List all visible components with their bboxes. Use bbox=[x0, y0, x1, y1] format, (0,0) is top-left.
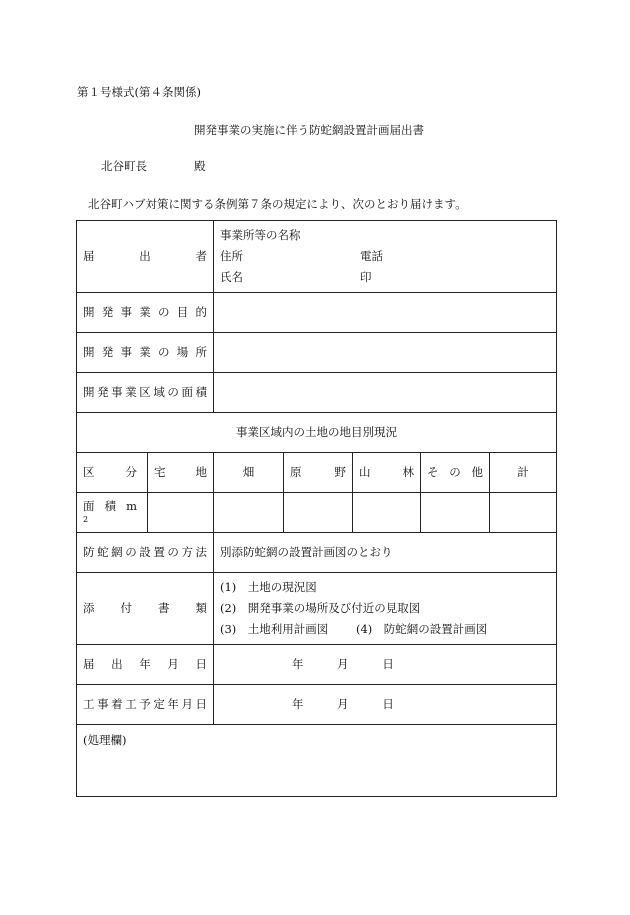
notifier-info-cell[interactable] bbox=[214, 221, 557, 293]
land-header-wilderness: 原 野 bbox=[284, 453, 353, 493]
land-header-residential: 宅 地 bbox=[148, 453, 214, 493]
start-month-label: 月 bbox=[337, 696, 349, 711]
seal-mark: 印 bbox=[360, 269, 372, 284]
area-label: 開 発 事 業 区 域 の 面 積 bbox=[83, 384, 207, 399]
land-header-field: 畑 bbox=[214, 453, 284, 493]
method-row bbox=[77, 533, 557, 573]
land-header-other: そ の 他 bbox=[421, 453, 490, 493]
start-date-label: 工 事 着 工 予 定 年 月 日 bbox=[83, 696, 207, 711]
business-name-label: 事業所等の名称 bbox=[220, 227, 301, 242]
start-date-row bbox=[77, 685, 557, 725]
land-header-category: 区 分 bbox=[77, 453, 148, 493]
addressee-name: 北谷町長 bbox=[101, 159, 147, 173]
notifier-row bbox=[77, 221, 557, 293]
land-area-label-cell bbox=[77, 493, 148, 533]
location-label-cell bbox=[77, 333, 214, 373]
start-day-label: 日 bbox=[382, 696, 394, 711]
land-area-forest-input[interactable] bbox=[353, 493, 421, 533]
name-label: 氏名 bbox=[220, 269, 243, 284]
purpose-row bbox=[77, 293, 557, 333]
land-section-row bbox=[77, 413, 557, 453]
land-area-residential-input[interactable] bbox=[148, 493, 214, 533]
notify-date-row bbox=[77, 645, 557, 685]
location-row bbox=[77, 333, 557, 373]
preamble: 北谷町ハブ対策に関する条例第７条の規定により、次のとおり届けます。 bbox=[88, 197, 467, 211]
attachments-list[interactable] bbox=[214, 573, 557, 645]
purpose-label-cell bbox=[77, 293, 214, 333]
method-label-cell bbox=[77, 533, 214, 573]
notify-year-label: 年 bbox=[292, 656, 304, 671]
area-label-cell bbox=[77, 373, 214, 413]
page-title: 開発事業の実施に伴う防蛇網設置計画届出書 bbox=[194, 123, 424, 137]
attachment-item-3: (3) 土地利用計画図 bbox=[220, 621, 329, 636]
land-area-label: 面 積 m bbox=[83, 499, 137, 514]
attachments-row bbox=[77, 573, 557, 645]
land-area-total-input[interactable] bbox=[490, 493, 557, 533]
land-area-row bbox=[77, 493, 557, 533]
land-header-forest: 山 林 bbox=[353, 453, 421, 493]
notify-date-value[interactable] bbox=[214, 645, 557, 685]
purpose-label: 開 発 事 業 の 目 的 bbox=[83, 304, 207, 319]
attachment-item-1: (1) 土地の現況図 bbox=[220, 579, 317, 594]
notify-date-label: 届 出 年 月 日 bbox=[83, 656, 207, 671]
notify-day-label: 日 bbox=[382, 656, 394, 671]
land-area-field-input[interactable] bbox=[214, 493, 284, 533]
form-number: 第１号様式(第４条関係) bbox=[77, 85, 201, 99]
unit-superscript: 2 bbox=[83, 514, 89, 524]
method-label: 防 蛇 網 の 設 置 の 方 法 bbox=[83, 544, 207, 559]
area-row bbox=[77, 373, 557, 413]
phone-label: 電話 bbox=[360, 248, 383, 263]
processing-cell[interactable] bbox=[77, 725, 557, 797]
address-label: 住所 bbox=[220, 248, 243, 263]
processing-label: (処理欄) bbox=[83, 733, 127, 747]
purpose-value[interactable] bbox=[214, 293, 557, 333]
attachment-item-4: (4) 防蛇網の設置計画図 bbox=[356, 621, 488, 636]
land-header-total: 計 bbox=[490, 453, 557, 493]
addressee-honorific: 殿 bbox=[194, 159, 206, 173]
notify-month-label: 月 bbox=[337, 656, 349, 671]
location-value[interactable] bbox=[214, 333, 557, 373]
land-area-wilderness-input[interactable] bbox=[284, 493, 353, 533]
attachments-label: 添 付 書 類 bbox=[83, 600, 207, 615]
notify-date-label-cell bbox=[77, 645, 214, 685]
area-value[interactable] bbox=[214, 373, 557, 413]
attachment-item-2: (2) 開発事業の場所及び付近の見取図 bbox=[220, 600, 421, 615]
processing-row bbox=[77, 725, 557, 797]
location-label: 開 発 事 業 の 場 所 bbox=[83, 344, 207, 359]
notifier-label-cell bbox=[77, 221, 214, 293]
method-value[interactable]: 別添防蛇網の設置計画図のとおり bbox=[214, 533, 557, 573]
attachments-label-cell bbox=[77, 573, 214, 645]
start-year-label: 年 bbox=[292, 696, 304, 711]
notification-form-table bbox=[76, 220, 557, 797]
land-area-other-input[interactable] bbox=[421, 493, 490, 533]
notifier-label: 届 出 者 bbox=[83, 248, 207, 263]
start-date-label-cell bbox=[77, 685, 214, 725]
land-header-row bbox=[77, 453, 557, 493]
land-section-title: 事業区域内の土地の地目別現況 bbox=[77, 413, 557, 453]
start-date-value[interactable] bbox=[214, 685, 557, 725]
unit-label: m bbox=[126, 499, 137, 514]
